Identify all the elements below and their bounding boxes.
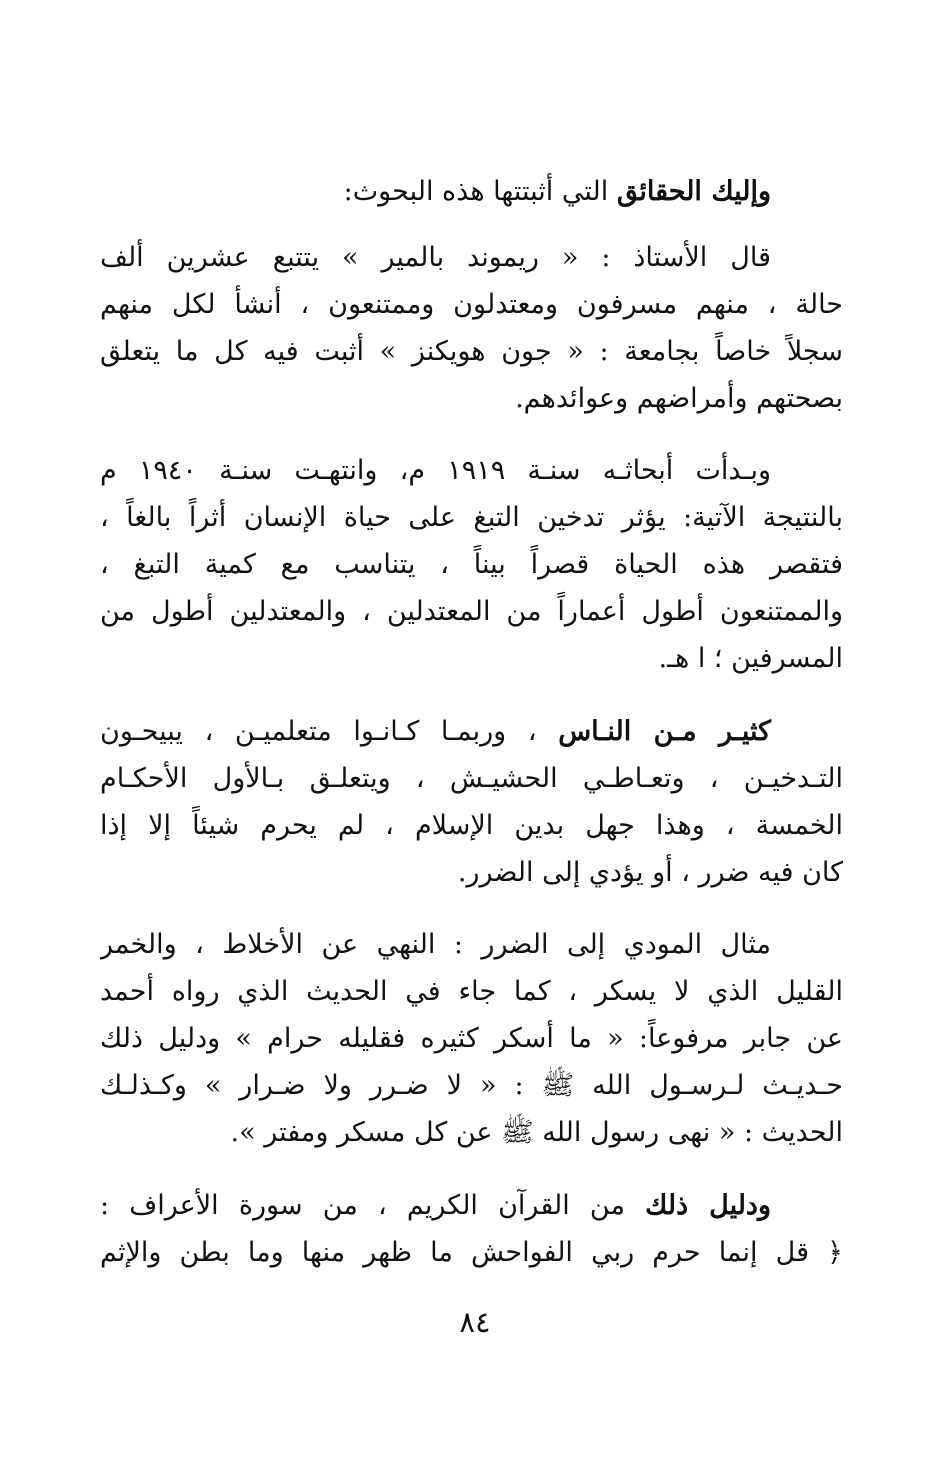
text-line <box>100 708 843 755</box>
text-line: المسرفين ؛ ا هـ. <box>658 643 843 674</box>
paragraph-4 <box>100 708 843 896</box>
text-line: الخمسة ، وهذا جهل بدين الإسلام ، لم يحرم شيئاً إلا إذا <box>100 810 843 841</box>
text-line: وبـدأت أبحاثـه سنـة ١٩١٩ م، وانتهـت سنـة ١٩٤٠ م <box>100 455 771 486</box>
line-text: ، وربمـا كـانـوا متعلميـن ، يبيحـون <box>100 716 559 747</box>
text-line: مثال المودي إلى الضرر : النهي عن الأخلاط ، والخمر <box>100 929 771 960</box>
bold-lead-phrase: كثيـر مـن النـاس <box>558 716 771 747</box>
text-line: بصحتهم وأمراضهم وعوائدهم. <box>515 383 843 414</box>
text-line: عن جابر مرفوعاً: « ما أسكر كثيره فقليله حرام » ودليل ذلك <box>100 1023 843 1054</box>
text-line: ﴿ قل إنما حرم ربي الفواحش ما ظهر منها وما بطن والإثم <box>100 1237 843 1268</box>
text-line: حـديـث لـرسـول الله ﷺ : « لا ضـرر ولا ضـرار » وكـذلـك <box>100 1070 843 1101</box>
text-line: الحديث : « نهى رسول الله ﷺ عن كل مسكر ومفتر ». <box>230 1117 843 1148</box>
line-text: التي أثبتتها هذه البحوث: <box>343 176 617 207</box>
text-line: القليل الذي لا يسكر ، كما جاء في الحديث الذي رواه أحمد <box>100 976 843 1007</box>
text-line: والممتنعون أطول أعماراً من المعتدلين ، والمعتدلين أطول من <box>100 596 843 627</box>
text-line: حالة ، منهم مسرفون ومعتدلون وممتنعون ، أنشأ لكل منهم <box>100 289 843 320</box>
bold-lead-phrase: وإليك الحقائق <box>616 176 771 207</box>
text-line <box>100 168 843 215</box>
bold-lead-phrase: ودليل ذلك <box>645 1190 771 1221</box>
text-line: فتقصر هذه الحياة قصراً بيناً ، يتناسب مع كمية التبغ ، <box>100 549 843 580</box>
paragraph-3 <box>100 447 843 682</box>
paragraph-5 <box>100 921 843 1156</box>
page-number: ٨٤ <box>459 1305 491 1339</box>
text-line: بالنتيجة الآتية: يؤثر تدخين التبغ على حياة الإنسان أثراً بالغاً ، <box>100 502 843 533</box>
paragraph-1 <box>100 168 843 215</box>
text-line: التـدخيـن ، وتعـاطـي الحشيـش ، ويتعلـق بـالأول الأحكـام <box>100 763 843 794</box>
text-line: كان فيه ضرر ، أو يؤدي إلى الضرر. <box>457 857 843 888</box>
text-line <box>100 1182 843 1229</box>
paragraph-6 <box>100 1182 843 1276</box>
line-text: من القرآن الكريم ، من سورة الأعراف : <box>100 1190 646 1221</box>
text-line: قال الأستاذ : « ريموند بالمير » يتتبع عشرين ألف <box>100 242 771 273</box>
text-line: سجلاً خاصاً بجامعة : « جون هويكنز » أثبت فيه كل ما يتعلق <box>100 336 843 367</box>
paragraph-2 <box>100 234 843 422</box>
